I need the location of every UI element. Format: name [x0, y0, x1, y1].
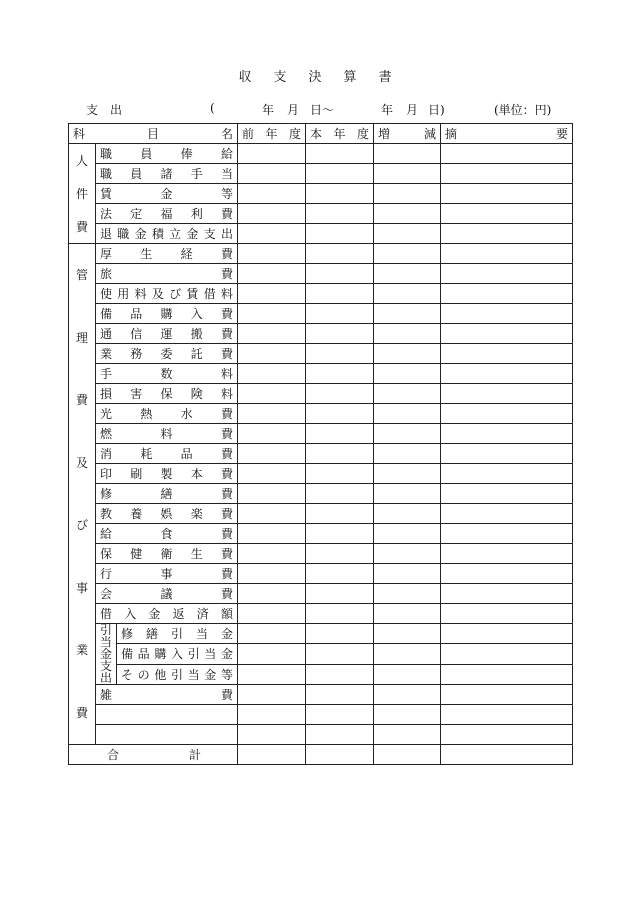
table-row: [69, 404, 573, 424]
prev-year-cell[interactable]: [238, 664, 306, 684]
change-cell[interactable]: [374, 464, 441, 484]
item-name-label: 消 耗 品 費: [100, 447, 233, 461]
notes-cell[interactable]: [441, 264, 573, 284]
notes-cell[interactable]: [441, 304, 573, 324]
item-name-label: 科 目 名: [73, 127, 233, 141]
change-cell[interactable]: [374, 244, 441, 264]
header-item-cell: [69, 124, 238, 144]
item-name-label: 通 信 運 搬 費: [100, 327, 233, 341]
change-cell[interactable]: [374, 504, 441, 524]
change-cell[interactable]: [374, 424, 441, 444]
prev-year-cell[interactable]: [238, 725, 306, 745]
notes-cell[interactable]: [441, 624, 573, 644]
notes-cell[interactable]: [441, 444, 573, 464]
blank-row: [69, 705, 573, 725]
table-row: [69, 584, 573, 604]
item-name-cell: [96, 524, 238, 544]
change-cell[interactable]: [374, 184, 441, 204]
this-year-cell[interactable]: [306, 364, 374, 384]
table-row: [69, 284, 573, 304]
expense-settlement-table: [68, 123, 573, 765]
prev-year-cell[interactable]: [238, 745, 306, 765]
item-name-label: 旅 費: [100, 267, 233, 281]
this-year-cell[interactable]: [306, 504, 374, 524]
this-year-cell[interactable]: [306, 384, 374, 404]
table-row: [69, 685, 573, 705]
item-name-cell: [96, 584, 238, 604]
table-row: [69, 244, 573, 264]
this-year-cell[interactable]: [306, 664, 374, 684]
change-cell[interactable]: [374, 264, 441, 284]
prev-year-cell[interactable]: [238, 364, 306, 384]
this-year-cell[interactable]: [306, 624, 374, 644]
period-to-year: 年: [381, 103, 394, 117]
table-row: [69, 184, 573, 204]
item-name-cell: [96, 464, 238, 484]
this-year-cell[interactable]: [306, 604, 374, 624]
item-name-cell: [96, 564, 238, 584]
item-name-label: 職 員 俸 給: [100, 147, 233, 161]
document-title: 収 支 決 算 書: [238, 70, 392, 85]
notes-cell[interactable]: [441, 424, 573, 444]
table-row: [69, 464, 573, 484]
notes-cell[interactable]: [441, 244, 573, 264]
item-name-cell: [96, 204, 238, 224]
prev-year-cell[interactable]: [238, 324, 306, 344]
this-year-cell[interactable]: [306, 464, 374, 484]
this-year-cell[interactable]: [306, 184, 374, 204]
notes-cell[interactable]: [441, 224, 573, 244]
change-cell[interactable]: [374, 344, 441, 364]
this-year-cell[interactable]: [306, 524, 374, 544]
prev-year-cell[interactable]: [238, 264, 306, 284]
prev-year-cell[interactable]: [238, 644, 306, 664]
prev-year-cell[interactable]: [238, 344, 306, 364]
item-name-label: 教 養 娯 楽 費: [100, 507, 233, 521]
expense-label: 支 出: [86, 103, 123, 117]
notes-cell[interactable]: [441, 184, 573, 204]
prev-year-cell[interactable]: [238, 404, 306, 424]
item-name-cell: [96, 184, 238, 204]
notes-cell[interactable]: [441, 644, 573, 664]
group-admin: [69, 244, 96, 745]
period-from-month: 月: [287, 103, 300, 117]
header-this-year-cell: [306, 124, 374, 144]
notes-cell[interactable]: [441, 464, 573, 484]
change-cell[interactable]: [374, 484, 441, 504]
prev-year-cell[interactable]: [238, 564, 306, 584]
item-name-cell: [96, 685, 238, 705]
item-name-cell: [96, 604, 238, 624]
this-year-cell[interactable]: [306, 324, 374, 344]
notes-cell[interactable]: [441, 564, 573, 584]
table-row: [69, 304, 573, 324]
item-name-cell: [96, 484, 238, 504]
table-row: [69, 424, 573, 444]
this-year-cell[interactable]: [306, 444, 374, 464]
notes-cell[interactable]: [441, 324, 573, 344]
change-cell[interactable]: [374, 444, 441, 464]
table-row: [69, 664, 573, 684]
group-admin-label: 管 理 費 及 び 事 業 費: [75, 268, 88, 720]
table-row: [69, 344, 573, 364]
item-name-label: 増 減: [378, 127, 436, 141]
prev-year-cell[interactable]: [238, 204, 306, 224]
group-reserve: [96, 624, 117, 685]
item-name-cell: [96, 424, 238, 444]
item-name-label: 厚 生 経 費: [100, 247, 233, 261]
prev-year-cell[interactable]: [238, 604, 306, 624]
change-cell[interactable]: [374, 304, 441, 324]
prev-year-cell[interactable]: [238, 164, 306, 184]
notes-cell[interactable]: [441, 705, 573, 725]
table-row: [69, 624, 573, 644]
this-year-cell[interactable]: [306, 544, 374, 564]
period-from-year: 年: [262, 103, 275, 117]
change-cell[interactable]: [374, 204, 441, 224]
notes-cell[interactable]: [441, 544, 573, 564]
prev-year-cell[interactable]: [238, 544, 306, 564]
this-year-cell[interactable]: [306, 484, 374, 504]
table-row: [69, 364, 573, 384]
prev-year-cell[interactable]: [238, 384, 306, 404]
this-year-cell[interactable]: [306, 745, 374, 765]
this-year-cell[interactable]: [306, 284, 374, 304]
blank-item-cell[interactable]: [96, 725, 238, 745]
item-name-label: 本 年 度: [310, 127, 369, 141]
this-year-cell[interactable]: [306, 304, 374, 324]
change-cell[interactable]: [374, 745, 441, 765]
item-name-cell: [96, 344, 238, 364]
this-year-cell[interactable]: [306, 164, 374, 184]
change-cell[interactable]: [374, 725, 441, 745]
item-name-cell: [117, 644, 238, 664]
notes-cell[interactable]: [441, 344, 573, 364]
item-name-cell: [96, 384, 238, 404]
item-name-label: 会 議 費: [100, 587, 233, 601]
table-row: [69, 264, 573, 284]
item-name-label: 給 食 費: [100, 527, 233, 541]
table-row: [69, 564, 573, 584]
item-name-label: 保 健 衛 生 費: [100, 547, 233, 561]
item-name-label: 光 熱 水 費: [100, 407, 233, 421]
item-name-label: 前 年 度: [242, 127, 301, 141]
change-cell[interactable]: [374, 584, 441, 604]
change-cell[interactable]: [374, 324, 441, 344]
notes-cell[interactable]: [441, 604, 573, 624]
table-row: [69, 484, 573, 504]
item-name-label: そ の 他 引 当 金 等: [121, 667, 233, 682]
item-name-label: 修 繕 費: [100, 487, 233, 501]
item-name-label: 行 事 費: [100, 567, 233, 581]
item-name-cell: [96, 264, 238, 284]
change-cell[interactable]: [374, 384, 441, 404]
this-year-cell[interactable]: [306, 705, 374, 725]
notes-cell[interactable]: [441, 164, 573, 184]
table-row: [69, 644, 573, 664]
table-row: [69, 384, 573, 404]
prev-year-cell[interactable]: [238, 504, 306, 524]
period-open-paren: (: [210, 101, 215, 115]
header-prev-year-cell: [238, 124, 306, 144]
this-year-cell[interactable]: [306, 144, 374, 164]
blank-item-cell[interactable]: [96, 705, 238, 725]
header-change-cell: [374, 124, 441, 144]
this-year-cell[interactable]: [306, 204, 374, 224]
table-row: [69, 604, 573, 624]
header-row: [69, 124, 573, 144]
item-name-label: 修 繕 引 当 金: [121, 627, 233, 642]
table-row: [69, 524, 573, 544]
this-year-cell[interactable]: [306, 725, 374, 745]
item-name-label: 法 定 福 利 費: [100, 207, 233, 221]
item-name-label: 退 職 金 積 立 金 支 出: [100, 227, 233, 241]
change-cell[interactable]: [374, 544, 441, 564]
prev-year-cell[interactable]: [238, 524, 306, 544]
change-cell[interactable]: [374, 664, 441, 684]
prev-year-cell[interactable]: [238, 705, 306, 725]
subheader: [0, 101, 630, 119]
item-name-label: 業 務 委 託 費: [100, 347, 233, 361]
this-year-cell[interactable]: [306, 685, 374, 705]
table-row: [69, 204, 573, 224]
this-year-cell[interactable]: [306, 264, 374, 284]
item-name-label: 摘 要: [445, 127, 568, 141]
prev-year-cell[interactable]: [238, 284, 306, 304]
item-name-cell: [117, 624, 238, 644]
table-row: [69, 164, 573, 184]
total-label-cell: [69, 745, 238, 765]
item-name-cell: [96, 164, 238, 184]
change-cell[interactable]: [374, 604, 441, 624]
item-name-label: 職 員 諸 手 当: [100, 167, 233, 181]
notes-cell[interactable]: [441, 404, 573, 424]
this-year-cell[interactable]: [306, 344, 374, 364]
notes-cell[interactable]: [441, 384, 573, 404]
this-year-cell[interactable]: [306, 224, 374, 244]
item-name-label: 使 用 料 及 び 賃 借 料: [100, 287, 233, 301]
notes-cell[interactable]: [441, 725, 573, 745]
notes-cell[interactable]: [441, 144, 573, 164]
item-name-cell: [96, 144, 238, 164]
this-year-cell[interactable]: [306, 564, 374, 584]
item-name-label: 備 品 購 入 費: [100, 307, 233, 321]
item-name-label: 雑 費: [100, 688, 233, 702]
item-name-cell: [96, 444, 238, 464]
prev-year-cell[interactable]: [238, 584, 306, 604]
prev-year-cell[interactable]: [238, 424, 306, 444]
this-year-cell[interactable]: [306, 644, 374, 664]
change-cell[interactable]: [374, 164, 441, 184]
group-reserve-label: 引 当 金 支 出: [99, 623, 112, 685]
notes-cell[interactable]: [441, 364, 573, 384]
header-notes-cell: [441, 124, 573, 144]
prev-year-cell[interactable]: [238, 484, 306, 504]
prev-year-cell[interactable]: [238, 244, 306, 264]
change-cell[interactable]: [374, 524, 441, 544]
item-name-cell: [96, 224, 238, 244]
change-cell[interactable]: [374, 144, 441, 164]
table-row: [69, 444, 573, 464]
period-to-month: 月: [406, 103, 419, 117]
item-name-label: 燃 料 費: [100, 427, 233, 441]
notes-cell[interactable]: [441, 284, 573, 304]
change-cell[interactable]: [374, 644, 441, 664]
change-cell[interactable]: [374, 404, 441, 424]
this-year-cell[interactable]: [306, 244, 374, 264]
change-cell[interactable]: [374, 685, 441, 705]
item-name-cell: [96, 364, 238, 384]
item-name-cell: [96, 304, 238, 324]
notes-cell[interactable]: [441, 664, 573, 684]
item-name-label: 手 数 料: [100, 367, 233, 381]
this-year-cell[interactable]: [306, 584, 374, 604]
total-row: [69, 745, 573, 765]
table-row: [69, 144, 573, 164]
group-personnel-label: 人 件 費: [75, 153, 88, 234]
prev-year-cell[interactable]: [238, 624, 306, 644]
table-row: [69, 544, 573, 564]
item-name-cell: [96, 544, 238, 564]
change-cell[interactable]: [374, 224, 441, 244]
item-name-cell: [96, 244, 238, 264]
item-name-cell: [96, 504, 238, 524]
change-cell[interactable]: [374, 564, 441, 584]
prev-year-cell[interactable]: [238, 304, 306, 324]
prev-year-cell[interactable]: [238, 224, 306, 244]
table-row: [69, 504, 573, 524]
change-cell[interactable]: [374, 284, 441, 304]
item-name-label: 備 品 購 入 引 当 金: [121, 647, 233, 662]
prev-year-cell[interactable]: [238, 444, 306, 464]
blank-row: [69, 725, 573, 745]
notes-cell[interactable]: [441, 504, 573, 524]
change-cell[interactable]: [374, 624, 441, 644]
notes-cell[interactable]: [441, 584, 573, 604]
item-name-cell: [117, 664, 238, 684]
notes-cell[interactable]: [441, 204, 573, 224]
notes-cell[interactable]: [441, 524, 573, 544]
item-name-label: 印 刷 製 本 費: [100, 467, 233, 481]
unit-label: (単位：円): [494, 103, 552, 117]
period-to-day: 日): [428, 103, 445, 117]
prev-year-cell[interactable]: [238, 464, 306, 484]
item-name-cell: [96, 404, 238, 424]
item-name-cell: [96, 284, 238, 304]
item-name-cell: [96, 324, 238, 344]
change-cell[interactable]: [374, 705, 441, 725]
notes-cell[interactable]: [441, 745, 573, 765]
table-row: [69, 224, 573, 244]
notes-cell[interactable]: [441, 484, 573, 504]
this-year-cell[interactable]: [306, 404, 374, 424]
item-name-label: 損 害 保 険 料: [100, 387, 233, 401]
table-row: [69, 324, 573, 344]
group-personnel: [69, 144, 96, 244]
item-name-label: 借 入 金 返 済 額: [100, 607, 233, 621]
prev-year-cell[interactable]: [238, 184, 306, 204]
change-cell[interactable]: [374, 364, 441, 384]
notes-cell[interactable]: [441, 685, 573, 705]
period-from-day: 日〜: [310, 103, 335, 117]
total-label: 合 計: [107, 748, 201, 762]
item-name-label: 賃 金 等: [100, 187, 233, 201]
this-year-cell[interactable]: [306, 424, 374, 444]
prev-year-cell[interactable]: [238, 685, 306, 705]
prev-year-cell[interactable]: [238, 144, 306, 164]
